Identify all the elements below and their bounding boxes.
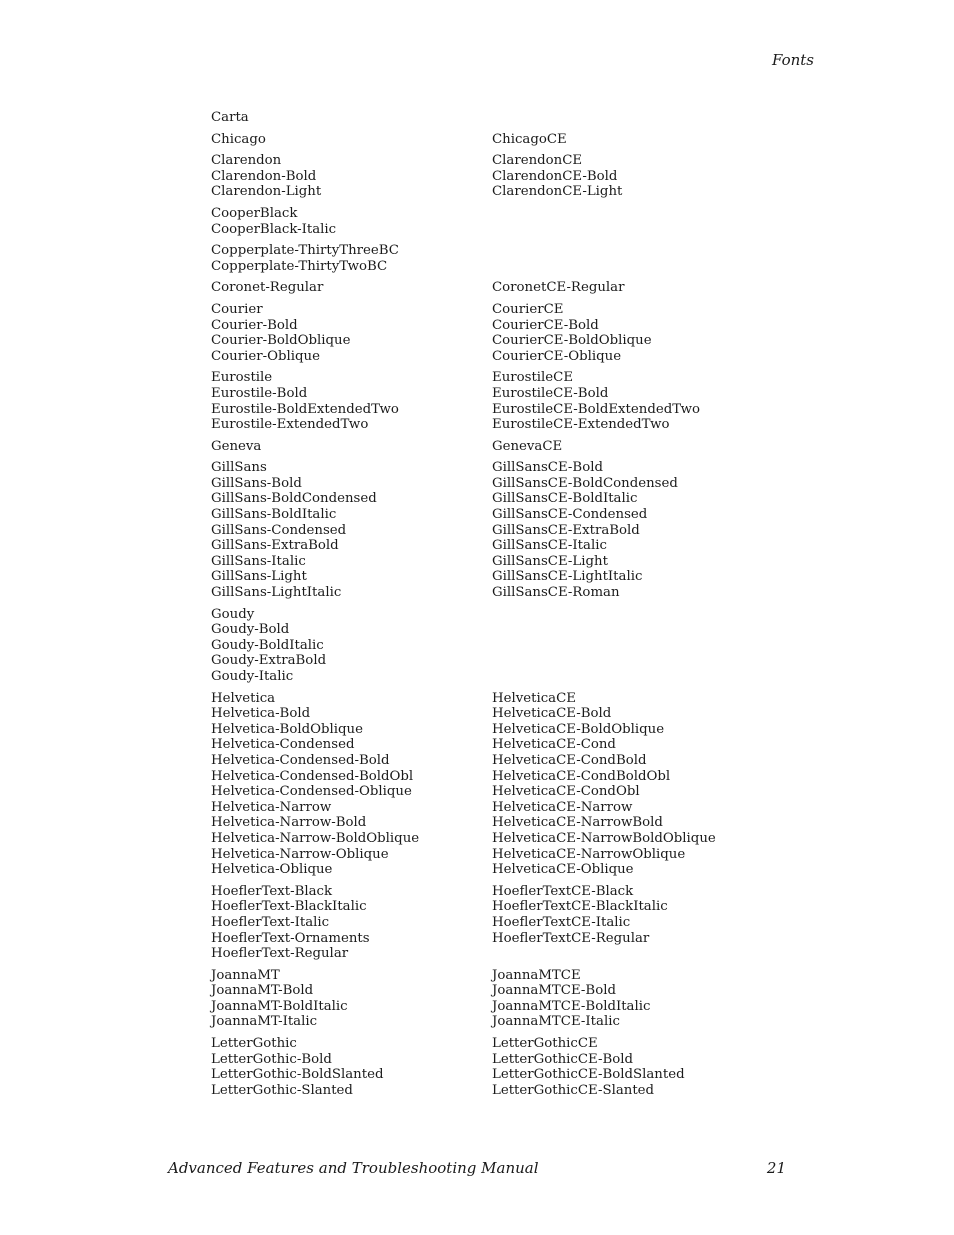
font-group bbox=[211, 206, 771, 237]
font-group bbox=[211, 691, 771, 878]
font-group bbox=[211, 302, 771, 364]
font-name: HelveticaCE-NarrowOblique bbox=[492, 846, 686, 862]
font-group bbox=[211, 884, 771, 962]
font-name: CooperBlack-Italic bbox=[211, 221, 337, 237]
font-column-standard bbox=[211, 439, 492, 455]
font-name: HelveticaCE-BoldOblique bbox=[492, 721, 665, 737]
font-name: HelveticaCE-Narrow bbox=[492, 799, 633, 815]
font-column-ce bbox=[492, 302, 771, 364]
font-name: JoannaMTCE-Bold bbox=[492, 983, 616, 999]
font-name: Helvetica-Narrow bbox=[211, 799, 332, 815]
font-name-table bbox=[211, 110, 771, 1104]
font-name: GillSans-Condensed bbox=[211, 522, 347, 538]
font-group bbox=[211, 153, 771, 200]
font-column-standard bbox=[211, 460, 492, 600]
font-name: GillSans-ExtraBold bbox=[211, 538, 339, 554]
font-column-ce bbox=[492, 153, 771, 200]
font-group bbox=[211, 968, 771, 1030]
font-name: Courier-Bold bbox=[211, 317, 298, 333]
font-name: EurostileCE bbox=[492, 370, 574, 386]
font-column-standard bbox=[211, 110, 492, 126]
font-column-standard bbox=[211, 302, 492, 364]
font-name: Goudy-ExtraBold bbox=[211, 653, 327, 669]
font-name: LetterGothicCE-Bold bbox=[492, 1051, 634, 1067]
font-name: GillSans bbox=[211, 460, 267, 476]
font-name: JoannaMT-Italic bbox=[211, 1014, 318, 1030]
font-name: HoeflerText-BlackItalic bbox=[211, 899, 367, 915]
font-name: HoeflerText-Black bbox=[211, 883, 333, 899]
font-name: JoannaMT-BoldItalic bbox=[211, 998, 348, 1014]
font-name: Helvetica-Narrow-Oblique bbox=[211, 846, 389, 862]
font-name: GillSans-Bold bbox=[211, 475, 302, 491]
font-name: Helvetica-Oblique bbox=[211, 862, 333, 878]
font-name: GillSansCE-LightItalic bbox=[492, 569, 643, 585]
font-name: Courier bbox=[211, 301, 263, 317]
running-head-section-title: Fonts bbox=[771, 51, 814, 69]
font-group bbox=[211, 110, 771, 126]
font-name: Helvetica-Condensed-Bold bbox=[211, 752, 390, 768]
font-name: GenevaCE bbox=[492, 438, 563, 454]
font-name: HelveticaCE-Bold bbox=[492, 706, 612, 722]
font-name: Copperplate-ThirtyThreeBC bbox=[211, 243, 399, 259]
font-column-ce bbox=[492, 206, 771, 237]
font-group bbox=[211, 370, 771, 432]
font-name: Helvetica-Bold bbox=[211, 706, 311, 722]
font-column-ce bbox=[492, 243, 771, 274]
font-name: LetterGothicCE bbox=[492, 1036, 598, 1052]
font-column-standard bbox=[211, 243, 492, 274]
font-column-ce bbox=[492, 280, 771, 296]
font-name: Courier-Oblique bbox=[211, 348, 320, 364]
font-column-ce bbox=[492, 884, 771, 962]
font-name: HoeflerText-Regular bbox=[211, 946, 349, 962]
font-column-ce bbox=[492, 968, 771, 1030]
font-name: GillSans-Light bbox=[211, 569, 307, 585]
font-name: Goudy-Italic bbox=[211, 669, 294, 684]
font-group bbox=[211, 132, 771, 148]
font-column-standard bbox=[211, 691, 492, 878]
font-name: CourierCE-BoldOblique bbox=[492, 333, 652, 349]
font-name: CourierCE-Oblique bbox=[492, 348, 622, 364]
font-column-standard bbox=[211, 968, 492, 1030]
font-name: GillSansCE-Light bbox=[492, 553, 608, 569]
font-name: Clarendon bbox=[211, 153, 282, 169]
font-name: Helvetica-Condensed bbox=[211, 737, 355, 753]
font-column-standard bbox=[211, 280, 492, 296]
font-column-standard bbox=[211, 607, 492, 685]
font-name: Helvetica-Narrow-Bold bbox=[211, 815, 367, 831]
font-name: HelveticaCE-Oblique bbox=[492, 862, 634, 878]
font-name: JoannaMTCE-Italic bbox=[492, 1014, 620, 1030]
font-name: LetterGothicCE-BoldSlanted bbox=[492, 1067, 685, 1083]
font-name: Eurostile-ExtendedTwo bbox=[211, 417, 369, 433]
font-name: JoannaMT bbox=[211, 967, 280, 983]
font-column-standard bbox=[211, 132, 492, 148]
font-name: HoeflerText-Italic bbox=[211, 914, 330, 930]
font-name: Eurostile bbox=[211, 370, 273, 386]
font-name: ClarendonCE bbox=[492, 153, 583, 169]
footer-manual-title: Advanced Features and Troubleshooting Manual bbox=[168, 1159, 539, 1177]
font-name: JoannaMTCE bbox=[492, 967, 581, 983]
font-name: GillSansCE-BoldCondensed bbox=[492, 475, 678, 491]
font-group bbox=[211, 460, 771, 600]
font-name: JoannaMTCE-BoldItalic bbox=[492, 998, 651, 1014]
font-name: CoronetCE-Regular bbox=[492, 280, 625, 296]
font-name: HelveticaCE-NarrowBold bbox=[492, 815, 663, 831]
font-name: HelveticaCE-CondObl bbox=[492, 784, 640, 800]
font-name: Coronet-Regular bbox=[211, 280, 324, 296]
font-name: Goudy bbox=[211, 606, 255, 622]
font-name: HelveticaCE-Cond bbox=[492, 737, 616, 753]
font-name: Carta bbox=[211, 110, 249, 125]
font-column-ce bbox=[492, 439, 771, 455]
font-name: HelveticaCE bbox=[492, 690, 576, 706]
font-column-ce bbox=[492, 110, 771, 126]
font-name: HelveticaCE-NarrowBoldOblique bbox=[492, 830, 716, 846]
font-name: GillSansCE-BoldItalic bbox=[492, 491, 638, 507]
font-name: GillSansCE-Italic bbox=[492, 538, 607, 554]
font-column-ce bbox=[492, 1036, 771, 1098]
font-name: GillSansCE-Bold bbox=[492, 460, 603, 476]
font-column-standard bbox=[211, 1036, 492, 1098]
font-name: Helvetica bbox=[211, 690, 276, 706]
font-name: GillSansCE-Condensed bbox=[492, 507, 648, 523]
font-name: CourierCE-Bold bbox=[492, 317, 599, 333]
font-name: EurostileCE-BoldExtendedTwo bbox=[492, 401, 700, 417]
font-name: LetterGothicCE-Slanted bbox=[492, 1082, 655, 1098]
font-name: GillSans-LightItalic bbox=[211, 585, 342, 601]
font-name: EurostileCE-Bold bbox=[492, 385, 609, 401]
font-name: ClarendonCE-Light bbox=[492, 184, 623, 200]
font-column-standard bbox=[211, 370, 492, 432]
font-group bbox=[211, 607, 771, 685]
font-name: HoeflerTextCE-Italic bbox=[492, 914, 631, 930]
font-name: LetterGothic-Slanted bbox=[211, 1082, 353, 1098]
font-name: ClarendonCE-Bold bbox=[492, 168, 618, 184]
font-name: HoeflerTextCE-Regular bbox=[492, 930, 650, 946]
font-name: Geneva bbox=[211, 438, 262, 454]
font-column-ce bbox=[492, 132, 771, 148]
font-name: Goudy-Bold bbox=[211, 622, 290, 638]
font-name: Eurostile-BoldExtendedTwo bbox=[211, 401, 399, 417]
font-group bbox=[211, 1036, 771, 1098]
font-name: Helvetica-BoldOblique bbox=[211, 721, 363, 737]
font-name: HoeflerTextCE-Black bbox=[492, 883, 634, 899]
footer-page-number: 21 bbox=[766, 1159, 786, 1177]
font-name: HoeflerTextCE-BlackItalic bbox=[492, 899, 668, 915]
font-column-ce bbox=[492, 691, 771, 878]
font-column-standard bbox=[211, 206, 492, 237]
font-name: GillSans-BoldItalic bbox=[211, 507, 337, 523]
font-name: Helvetica-Narrow-BoldOblique bbox=[211, 830, 420, 846]
font-name: Copperplate-ThirtyTwoBC bbox=[211, 258, 388, 274]
font-name: GillSans-Italic bbox=[211, 553, 306, 569]
font-name: Eurostile-Bold bbox=[211, 385, 308, 401]
font-name: HoeflerText-Ornaments bbox=[211, 930, 370, 946]
font-group bbox=[211, 439, 771, 455]
font-name: Helvetica-Condensed-Oblique bbox=[211, 784, 412, 800]
font-name: HelveticaCE-CondBold bbox=[492, 752, 647, 768]
font-name: Helvetica-Condensed-BoldObl bbox=[211, 768, 414, 784]
font-name: LetterGothic bbox=[211, 1036, 297, 1052]
font-name: Goudy-BoldItalic bbox=[211, 637, 324, 653]
font-name: Courier-BoldOblique bbox=[211, 333, 351, 349]
font-name: Clarendon-Bold bbox=[211, 168, 317, 184]
font-column-ce bbox=[492, 607, 771, 685]
font-name: LetterGothic-Bold bbox=[211, 1051, 332, 1067]
font-column-ce bbox=[492, 460, 771, 600]
font-name: Clarendon-Light bbox=[211, 184, 322, 200]
font-name: ChicagoCE bbox=[492, 131, 567, 147]
font-name: LetterGothic-BoldSlanted bbox=[211, 1067, 384, 1083]
font-name: GillSansCE-ExtraBold bbox=[492, 522, 640, 538]
font-group bbox=[211, 243, 771, 274]
font-column-ce bbox=[492, 370, 771, 432]
font-name: GillSansCE-Roman bbox=[492, 585, 620, 601]
font-column-standard bbox=[211, 153, 492, 200]
font-name: JoannaMT-Bold bbox=[211, 983, 314, 999]
font-name: CooperBlack bbox=[211, 205, 298, 221]
font-name: GillSans-BoldCondensed bbox=[211, 491, 377, 507]
font-name: CourierCE bbox=[492, 301, 564, 317]
font-column-standard bbox=[211, 884, 492, 962]
font-name: HelveticaCE-CondBoldObl bbox=[492, 768, 671, 784]
font-name: EurostileCE-ExtendedTwo bbox=[492, 417, 670, 433]
font-group bbox=[211, 280, 771, 296]
font-name: Chicago bbox=[211, 131, 266, 147]
